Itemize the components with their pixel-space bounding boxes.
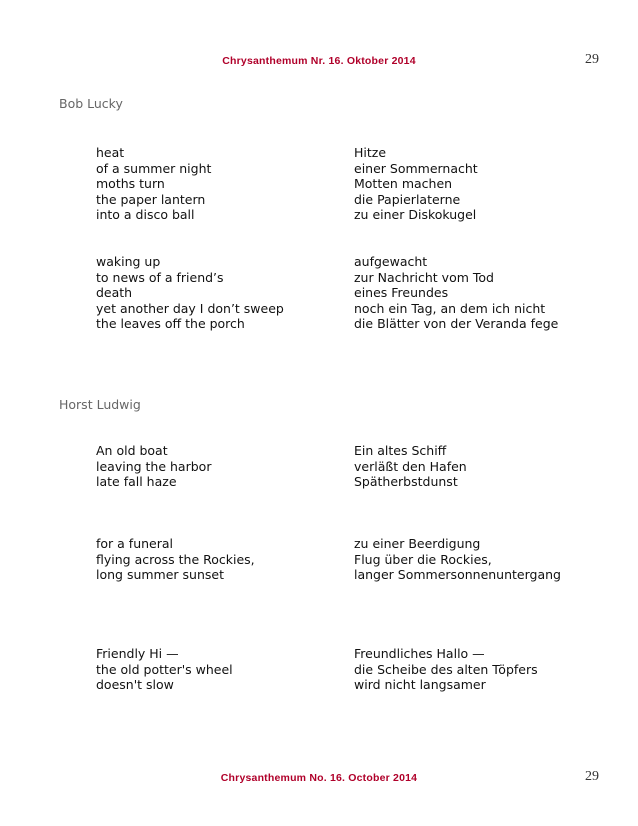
poem-german: [354, 536, 561, 583]
poem-line: the old potter's wheel: [96, 661, 233, 677]
poem-line: the leaves off the porch: [96, 316, 245, 332]
poem-english: [96, 254, 284, 332]
poem-line: die Blätter von der Veranda fege: [354, 316, 559, 332]
poem-line: flying across the Rockies,: [96, 551, 255, 567]
journal-footer-title: Chrysanthemum No. 16. October 2014: [220, 772, 418, 784]
poem-line: moths turn: [96, 176, 165, 192]
poem-line: Flug über die Rockies,: [354, 551, 492, 567]
poem-line: Spätherbstdunst: [354, 474, 458, 490]
poem-line: Hitze: [354, 145, 387, 160]
poem-english: [96, 536, 255, 583]
poem-line: Ein altes Schiff: [354, 443, 447, 458]
poem-line: doesn't slow: [96, 677, 174, 693]
author-name: Horst Ludwig: [59, 397, 141, 412]
poem-german: [354, 254, 558, 332]
poem-line: die Papierlaterne: [354, 191, 461, 207]
poem-line: Friendly Hi —: [96, 646, 179, 661]
poem-line: the paper lantern: [96, 191, 206, 207]
poem-english: [96, 443, 211, 490]
poem-german: [354, 145, 478, 223]
poem-line: einer Sommernacht: [354, 160, 478, 176]
poem-english: [96, 145, 211, 223]
poem-line: aufgewacht: [354, 254, 428, 269]
poem-line: Motten machen: [354, 176, 453, 192]
poem-line: of a summer night: [96, 160, 212, 176]
poem-line: leaving the harbor: [96, 458, 212, 474]
poem-german: [354, 646, 538, 693]
poem-line: langer Sommersonnenuntergang: [354, 567, 561, 583]
page-number-bottom: 29: [585, 769, 599, 784]
poem-line: zu einer Beerdigung: [354, 536, 481, 551]
poem-line: zur Nachricht vom Tod: [354, 269, 494, 285]
poem-line: for a funeral: [96, 536, 174, 551]
poem-line: zu einer Diskokugel: [354, 207, 477, 223]
poem-line: death: [96, 285, 133, 301]
page-number-top: 29: [585, 52, 599, 67]
poem-line: wird nicht langsamer: [354, 677, 486, 693]
author-name: Bob Lucky: [59, 96, 123, 111]
poem-line: eines Freundes: [354, 285, 449, 301]
poem-line: to news of a friend’s: [96, 269, 224, 285]
poem-english: [96, 646, 233, 693]
poem-line: verläßt den Hafen: [354, 458, 467, 474]
journal-header-title: Chrysanthemum Nr. 16. Oktober 2014: [222, 55, 416, 67]
poem-line: waking up: [96, 254, 161, 269]
poem-german: [354, 443, 467, 490]
poem-line: An old boat: [96, 443, 168, 458]
poem-line: heat: [96, 145, 125, 160]
poem-line: die Scheibe des alten Töpfers: [354, 661, 538, 677]
poem-line: into a disco ball: [96, 207, 195, 223]
poem-line: long summer sunset: [96, 567, 225, 583]
poem-line: Freundliches Hallo —: [354, 646, 485, 661]
poem-line: late fall haze: [96, 474, 177, 490]
poem-line: yet another day I don’t sweep: [96, 300, 284, 316]
poem-line: noch ein Tag, an dem ich nicht: [354, 300, 546, 316]
